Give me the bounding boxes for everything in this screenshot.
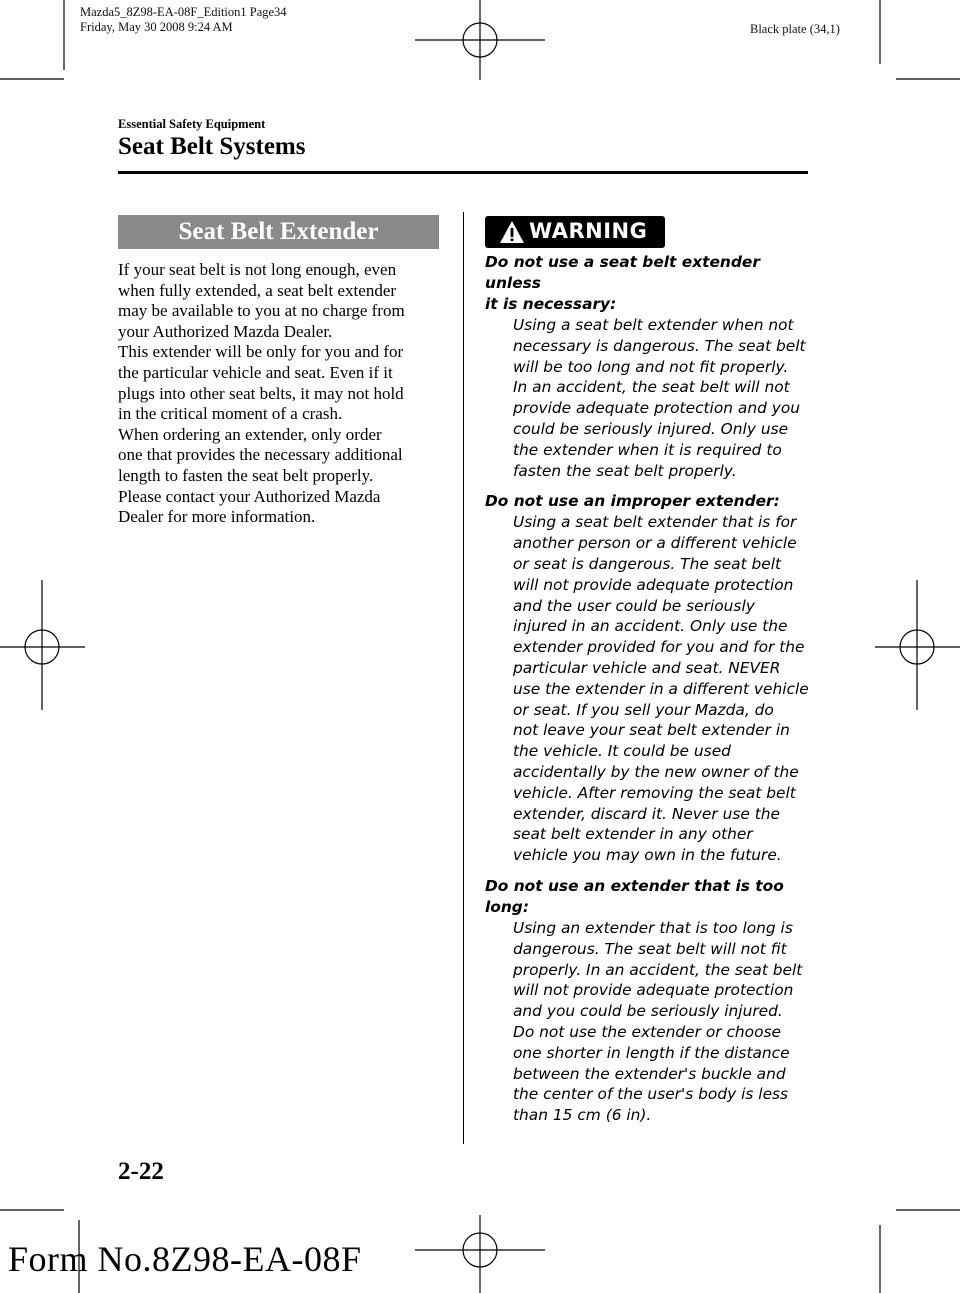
warning-item-heading: Do not use an improper extender: — [485, 492, 780, 511]
paragraph: If your seat belt is not long enough, even when fully extended, a seat belt extender may be available to you at no charge from your Authorized Mazda Dealer. — [118, 260, 405, 341]
paragraph: Please contact your Authorized Mazda Dealer for more information. — [118, 486, 381, 527]
warning-item-body: Using a seat belt extender when not necessary is dangerous. The seat belt will be too long and not fit properly. In an accident, the seat belt will not provide adequate protection and you could be seriously injured. Only use the extender when it is required to fasten the seat belt properly. — [513, 316, 806, 480]
print-file-line: Mazda5_8Z98-EA-08F_Edition1 Page34 — [80, 5, 287, 19]
warning-item — [485, 252, 815, 481]
column-divider — [463, 212, 464, 1144]
section-label: Essential Safety Equipment — [118, 117, 266, 131]
warning-item-heading: Do not use a seat belt extender unless it is necessary: — [485, 253, 760, 313]
print-date-line: Friday, May 30 2008 9:24 AM — [80, 20, 233, 34]
warning-item — [485, 491, 815, 866]
page-number: 2-22 — [118, 1158, 164, 1185]
section-heading-banner: Seat Belt Extender — [118, 215, 439, 249]
print-metadata — [80, 5, 287, 35]
warning-list — [485, 252, 815, 1136]
warning-item-body: Using an extender that is too long is dangerous. The seat belt will not fit properly. In an accident, the seat belt will not provide adequate protection and you could be seriously injured. Do not use the extender or choose one shorter in length if the distance between the extender's buckle and the center of the user's body is less than 15 cm (6 in). — [513, 918, 803, 1125]
warning-item — [485, 876, 815, 1126]
plate-label: Black plate (34,1) — [750, 22, 840, 36]
left-column-body — [118, 260, 448, 528]
warning-triangle-icon — [499, 220, 525, 244]
title-rule — [118, 171, 808, 174]
paragraph: When ordering an extender, only order one that provides the necessary additional length to fasten the seat belt properly. — [118, 424, 403, 485]
warning-item-heading: Do not use an extender that is too long: — [485, 876, 784, 916]
paragraph: This extender will be only for you and for the particular vehicle and seat. Even if it plugs into other seat belts, it may not hold in the critical moment of a crash. — [118, 342, 404, 424]
warning-badge — [485, 216, 665, 248]
warning-label: WARNING — [529, 219, 648, 243]
warning-item-body: Using a seat belt extender that is for another person or a different vehicle or seat is dangerous. The seat belt will not provide adequate protection and the user could be seriously injured in an accident. Only use the extender provided for you and for the particular vehicle and seat. NEVER use the extender in a different vehicle or seat. If you sell your Mazda, do not leave your seat belt extender in the vehicle. It could be used accidentally by the new owner of the vehicle. After removing the seat belt extender, discard it. Never use the seat belt extender in any other vehicle you may own in the future. — [513, 513, 809, 865]
page-title: Seat Belt Systems — [118, 133, 306, 160]
form-number: Form No.8Z98-EA-08F — [8, 1239, 362, 1279]
